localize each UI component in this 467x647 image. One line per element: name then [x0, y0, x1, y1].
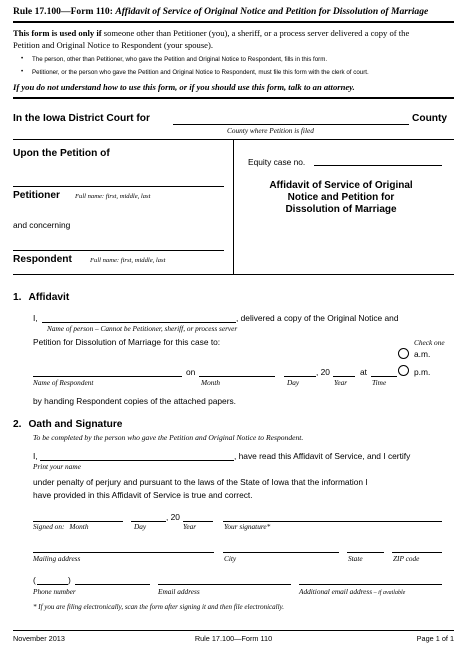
intro-line-1 — [13, 28, 409, 38]
year-prefix: , 20 — [316, 367, 330, 377]
perjury-line-2: have provided in this Affidavit of Service is true and correct. — [33, 490, 253, 500]
perjury-line-1: under penalty of perjury and pursuant to the laws of the State of Iowa that the information I — [33, 477, 368, 487]
time-caption: Time — [372, 378, 387, 387]
mailing-caption: Mailing address — [33, 554, 81, 563]
additional-email-caption: Additional email address – if available — [299, 587, 406, 596]
bullet-1: • The person, other than Petitioner, who gave the Petition and Original Notice to Respondent, fills in this form. — [21, 55, 328, 63]
additional-email-field[interactable] — [299, 584, 442, 585]
check-one-label: Check one — [414, 338, 445, 347]
city-field[interactable] — [223, 552, 339, 553]
phone-area-code-field[interactable] — [37, 584, 68, 585]
on-label: on — [186, 367, 196, 377]
form-number: —Form 110: — [60, 6, 116, 17]
intro-line-2: Petition and Original Notice to Respondent (your spouse). — [13, 40, 214, 50]
respondent-caption: Name of Respondent — [33, 378, 94, 387]
intro-lead: This form is used only if — [13, 28, 102, 38]
am-radio[interactable] — [398, 348, 409, 359]
signed-day-caption: Day — [134, 522, 147, 531]
respondent-name-field[interactable] — [13, 250, 224, 251]
footer-date: November 2013 — [13, 634, 65, 643]
petitioner-label: Petitioner — [13, 190, 60, 201]
signed-year-prefix: , 20 — [166, 512, 180, 522]
section-2-subtitle: To be completed by the person who gave the Petition and Original Notice to Respondent. — [33, 433, 304, 442]
respondent-label: Respondent — [13, 254, 72, 265]
am-label: a.m. — [414, 349, 431, 359]
caption-divider — [233, 139, 234, 274]
service-month-field[interactable] — [199, 376, 275, 377]
respondent-service-field[interactable] — [33, 376, 182, 377]
zip-caption: ZIP code — [393, 554, 420, 563]
read-text: , have read this Affidavit of Service, and I certify — [234, 451, 411, 461]
electronic-filing-footnote: * If you are filing electronically, scan the form after signing it and then file electronically. — [33, 603, 284, 611]
intro-rule — [13, 97, 454, 99]
phone-caption: Phone number — [33, 587, 76, 596]
service-time-field[interactable] — [371, 376, 397, 377]
affidavit-i: I, — [33, 313, 38, 323]
oath-i: I, — [33, 451, 38, 461]
month-caption: Month — [201, 378, 221, 387]
phone-close-paren: ) — [68, 575, 71, 585]
zip-field[interactable] — [392, 552, 442, 553]
year-caption: Year — [334, 378, 348, 387]
form-title: Affidavit of Service of Original Notice and Petition for Dissolution of Marriage — [115, 6, 429, 17]
rule-number: Rule 17.100 — [13, 6, 61, 17]
state-caption: State — [348, 554, 363, 563]
email-caption: Email address — [158, 587, 200, 596]
section-1-heading: 1. Affidavit — [13, 292, 70, 303]
state-field[interactable] — [347, 552, 384, 553]
print-name-caption: Print your name — [33, 462, 81, 471]
bullet-dot-icon: • — [21, 68, 24, 75]
section-2-heading: 2. Oath and Signature — [13, 419, 123, 430]
handing-line: by handing Respondent copies of the attached papers. — [33, 396, 237, 406]
equity-case-field[interactable] — [314, 165, 442, 166]
bullet-dot-icon: • — [21, 55, 24, 62]
service-day-field[interactable] — [284, 376, 316, 377]
affidavit-title-1: Affidavit of Service of Original — [269, 180, 413, 191]
respondent-hint: Full name: first, middle, last — [90, 257, 166, 264]
concerning-label: and concerning — [13, 220, 71, 230]
county-field[interactable] — [173, 124, 409, 125]
signed-year-caption: Year — [183, 522, 197, 531]
signed-on-caption: Signed on: Month — [33, 522, 89, 531]
court-suffix: County — [412, 113, 448, 124]
affidavit-title-2: Notice and Petition for — [287, 192, 395, 203]
equity-case-label: Equity case no. — [248, 157, 306, 167]
phone-number-field[interactable] — [75, 584, 150, 585]
petitioner-hint: Full name: first, middle, last — [75, 193, 151, 200]
at-label: at — [360, 367, 367, 377]
delivered-text: , delivered a copy of the Original Notice and — [236, 313, 399, 323]
service-year-field[interactable] — [333, 376, 355, 377]
petitioner-name-field[interactable] — [13, 186, 224, 187]
phone-open-paren: ( — [33, 575, 36, 585]
caption-bottom-rule — [13, 274, 454, 275]
footer-form: Rule 17.100—Form 110 — [194, 634, 273, 643]
bullet-2: • Petitioner, or the person who gave the Petition and Original Notice to Respondent, must file this form with the clerk of court. — [21, 68, 369, 76]
footer-page: Page 1 of 1 — [416, 634, 454, 643]
form-header — [13, 6, 428, 17]
footer-rule — [13, 630, 454, 631]
header-rule — [13, 21, 454, 23]
mailing-address-field[interactable] — [33, 552, 214, 553]
pm-radio[interactable] — [398, 365, 409, 376]
print-name-field[interactable] — [40, 460, 234, 461]
email-field[interactable] — [158, 584, 291, 585]
server-name-caption: Name of person – Cannot be Petitioner, sheriff, or process server — [47, 324, 238, 333]
affidavit-title-3: Dissolution of Marriage — [285, 204, 397, 215]
court-prefix: In the Iowa District Court for — [13, 113, 150, 124]
city-caption: City — [224, 554, 237, 563]
county-caption: County where Petition is filed — [227, 126, 314, 135]
server-name-field[interactable] — [42, 322, 236, 323]
intro-lead-rest: someone other than Petitioner (you), a sheriff, or a process server delivered a copy of the — [101, 28, 410, 38]
petition-label: Upon the Petition of — [13, 148, 110, 159]
pm-label: p.m. — [414, 367, 431, 377]
signature-caption: Your signature* — [224, 522, 271, 531]
day-caption: Day — [287, 378, 300, 387]
attorney-warning: If you do not understand how to use this form, or if you should use this form, talk to an attorney. — [13, 82, 355, 92]
petition-line: Petition for Dissolution of Marriage for this case to: — [33, 337, 221, 347]
